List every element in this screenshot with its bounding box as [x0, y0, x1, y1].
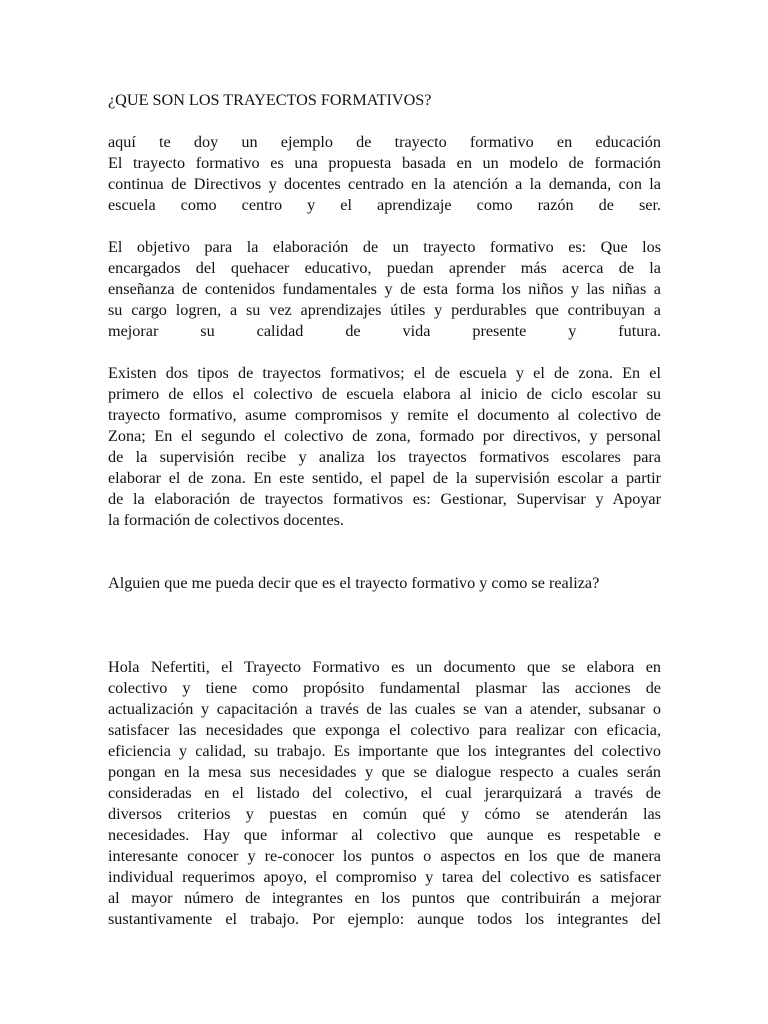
paragraph-line: sustantivamente el trabajo. Por ejemplo: aunque todos los integrantes del [108, 910, 661, 928]
question-text: Alguien que me pueda decir que es el trayecto formativo y como se realiza? [108, 574, 600, 592]
blank-space [108, 615, 661, 657]
paragraph-line: mejorar su calidad de vida presente y futura. [108, 322, 661, 340]
paragraph-line: El objetivo para la elaboración de un trayecto formativo es: Que los [108, 238, 661, 256]
paragraph-line: interesante conocer y re-conocer los puntos o aspectos en los que de manera [108, 847, 661, 865]
paragraph-types [108, 363, 661, 531]
paragraph-line: continua de Directivos y docentes centrado en la atención a la demanda, con la [108, 175, 661, 193]
document-page [108, 90, 661, 951]
paragraph-line: pongan en la mesa sus necesidades y que se dialogue respecto a cuales serán [108, 763, 661, 781]
paragraph-line: Existen dos tipos de trayectos formativos; el de escuela y el de zona. En el [108, 364, 661, 382]
paragraph-line: individual requerimos apoyo, el compromiso y tarea del colectivo es satisfacer [108, 868, 661, 886]
paragraph-line: elaborar el de zona. En este sentido, el papel de la supervisión escolar a partir [108, 469, 661, 487]
paragraph-line: Zona; En el segundo el colectivo de zona, formado por directivos, y personal [108, 427, 661, 445]
paragraph-objective [108, 237, 661, 342]
paragraph-answer [108, 657, 661, 930]
paragraph-line: satisfacer las necesidades que exponga el colectivo para realizar con eficacia, [108, 721, 661, 739]
paragraph-line: El trayecto formativo es una propuesta basada en un modelo de formación [108, 154, 661, 172]
paragraph-line: diversos criterios y puestas en común qué y cómo se atenderán las [108, 805, 661, 823]
paragraph-line: trayecto formativo, asume compromisos y remite el documento al colectivo de [108, 406, 661, 424]
paragraph-line: enseñanza de contenidos fundamentales y de esta forma los niños y las niñas a [108, 280, 661, 298]
paragraph-line: la formación de colectivos docentes. [108, 511, 344, 529]
paragraph-line: al mayor número de integrantes en los puntos que contribuirán a mejorar [108, 889, 661, 907]
document-heading: ¿QUE SON LOS TRAYECTOS FORMATIVOS? [108, 91, 432, 109]
paragraph-line: de la elaboración de trayectos formativos es: Gestionar, Supervisar y Apoyar [108, 490, 661, 508]
paragraph-line: su cargo logren, a su vez aprendizajes útiles y perdurables que contribuyan a [108, 301, 661, 319]
paragraph-line: consideradas en el listado del colectivo, el cual jerarquizará a través de [108, 784, 661, 802]
paragraph-line: primero de ellos el colectivo de escuela elabora al inicio de ciclo escolar su [108, 385, 661, 403]
paragraph-line: de la supervisión recibe y analiza los trayectos formativos escolares para [108, 448, 661, 466]
blank-space [108, 552, 661, 573]
paragraph-line: eficiencia y calidad, su trabajo. Es importante que los integrantes del colectivo [108, 742, 661, 760]
paragraph-line: colectivo y tiene como propósito fundamental plasmar las acciones de [108, 679, 661, 697]
paragraph-line: aquí te doy un ejemplo de trayecto formativo en educación [108, 133, 661, 151]
paragraph-line: encargados del quehacer educativo, puedan aprender más acerca de la [108, 259, 661, 277]
paragraph-intro [108, 132, 661, 216]
paragraph-line: Hola Nefertiti, el Trayecto Formativo es un documento que se elabora en [108, 658, 661, 676]
paragraph-line: necesidades. Hay que informar al colectivo que aunque es respetable e [108, 826, 661, 844]
paragraph-line: actualización y capacitación a través de las cuales se van a atender, subsanar o [108, 700, 661, 718]
paragraph-line: escuela como centro y el aprendizaje como razón de ser. [108, 196, 661, 214]
